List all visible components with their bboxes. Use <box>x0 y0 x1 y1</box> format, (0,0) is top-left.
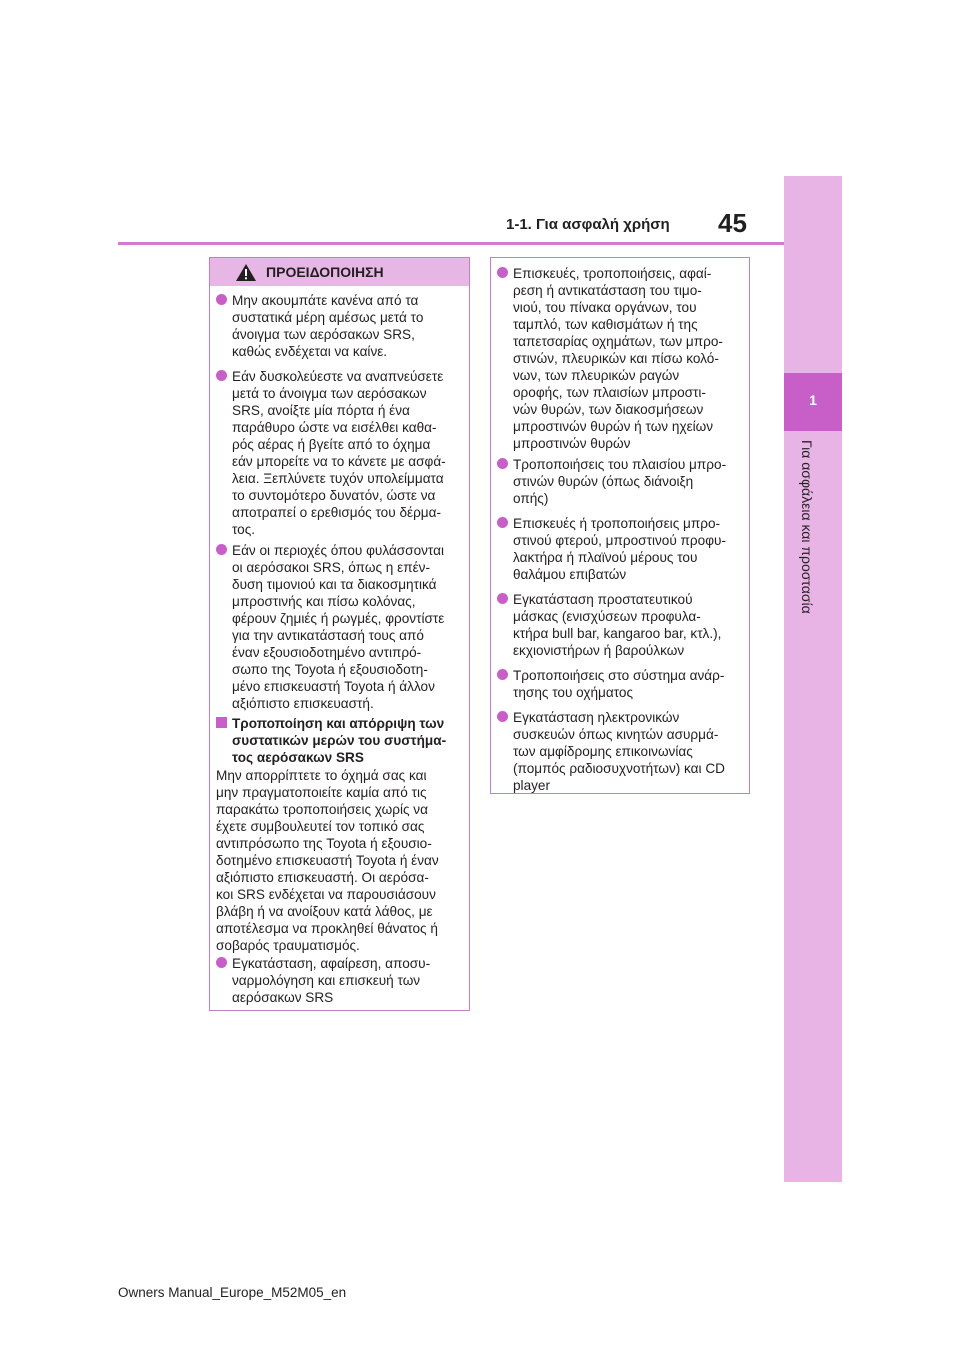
subsection-body: Μην απορρίπτετε το όχημά σας και μην πραγματοποιείτε καμία από τις παρακάτω τροποποιήσεις χωρίς να έχετε συμβουλευτεί τον τοπικό σας αντιπρόσωπο της Toyota ή εξουσιο- δοτημένο επισκευαστή Toyota ή έναν αξιόπιστο επισκευαστή. Οι αερόσα- κοι SRS ενδέχεται να παρουσιάσουν βλάβη ή να ανοίξουν κατά λάθος, με αποτέλεσμα να προκληθεί θάνατος ή σοβαρός τραυματισμός. <box>216 768 439 953</box>
warning-title: ΠΡΟΕΙΔΟΠΟΙΗΣΗ <box>266 264 384 280</box>
square-bullet-icon <box>216 717 227 728</box>
chapter-label: Για ασφάλεια και προστασία <box>799 440 815 614</box>
list-item-text: Εάν οι περιοχές όπου φυλάσσονται οι αερόσακοι SRS, όπως η επέν- δυση τιμονιού και τα διακοσμητικά μπροστινής και πίσω κολόνας, φέρουν ζημιές ή ρωγμές, φροντίστε για την αντικατάστασή τους από έναν εξουσιοδοτημένο αντιπρό- σωπο της Toyota ή εξουσιοδοτη- μένο επισκευαστή Toyota ή άλλον αξιόπιστο επισκευαστή. <box>232 543 445 711</box>
warning-box-right <box>490 257 750 794</box>
list-item-text: Επισκευές, τροποποιήσεις, αφαί- ρεση ή αντικατάσταση του τιμο- νιού, του πίνακα οργάνων, του ταμπλό, των καθισμάτων ή της ταπετσαρίας οχημάτων, των μπρο- στινών, πλευρικών και πίσω κολό- νων, των πλευρικών ραγών οροφής, των πλαισίων μπροστι- νών θυρών, των διακοσμήσεων μπροστινών θυρών ή των ηχείων μπροστινών θυρών <box>513 266 723 451</box>
bullet-icon <box>497 711 508 722</box>
bullet-icon <box>216 957 227 968</box>
list-item-text: Εγκατάσταση ηλεκτρονικών συσκευών όπως κινητών ασυρμά- των αμφίδρομης επικοινωνίας (πομπός ραδιοσυχνοτήτων) και CD player <box>513 710 725 793</box>
bullet-icon <box>216 294 227 305</box>
footer-text: Owners Manual_Europe_M52M05_en <box>118 1285 347 1300</box>
bullet-icon <box>497 267 508 278</box>
list-item-text: Τροποποιήσεις του πλαισίου μπρο- στινών θυρών (όπως διάνοιξη οπής) <box>513 457 727 506</box>
bullet-icon <box>216 370 227 381</box>
bullet-icon <box>497 517 508 528</box>
page-number: 45 <box>718 208 747 238</box>
warning-triangle-icon <box>235 263 257 282</box>
list-item-text: Εγκατάσταση προστατευτικού μάσκας (ενισχύσεων προφυλα- κτήρα bull bar, kangaroo bar, κτλ.), εκχιονιστήρων ή βαρούλκων <box>513 592 722 658</box>
warning-header <box>210 258 469 286</box>
list-item-text: Τροποποιήσεις στο σύστημα ανάρ- τησης του οχήματος <box>513 668 725 700</box>
section-title: 1-1. Για ασφαλή χρήση <box>506 216 670 233</box>
list-item-text: Επισκευές ή τροποποιήσεις μπρο- στινού φτερού, μπροστινού προφυ- λακτήρα ή πλαϊνού μέρους του θαλάμου επιβατών <box>513 516 726 582</box>
list-item-text: Εάν δυσκολεύεστε να αναπνεύσετε μετά το άνοιγμα των αερόσακων SRS, ανοίξτε μία πόρτα ή ένα παράθυρο ώστε να εισέλθει καθα- ρός αέρας ή βγείτε από το όχημα εάν μπορείτε να το κάνετε με ασφά- λεια. Ξεπλύνετε τυχόν υπολείμματα το συντομότερο δυνατόν, ώστε να αποτραπεί ο ερεθισμός του δέρμα- τος. <box>232 369 446 537</box>
bullet-icon <box>497 669 508 680</box>
warning-box-left <box>209 257 470 1011</box>
list-item-text: Μην ακουμπάτε κανένα από τα συστατικά μέρη αμέσως μετά το άνοιγμα των αερόσακων SRS, καθώς ενδέχεται να καίνε. <box>232 293 424 359</box>
bullet-icon <box>497 458 508 469</box>
chapter-label-container <box>799 440 835 700</box>
chapter-number: 1 <box>809 392 817 408</box>
subsection-title: Τροποποίηση και απόρριψη των συστατικών μερών του συστήμα- τος αερόσακων SRS <box>232 716 447 765</box>
header-divider <box>118 242 784 245</box>
list-item-text: Εγκατάσταση, αφαίρεση, αποσυ- ναρμολόγηση και επισκευή των αερόσακων SRS <box>232 956 431 1005</box>
bullet-icon <box>497 593 508 604</box>
bullet-icon <box>216 544 227 555</box>
